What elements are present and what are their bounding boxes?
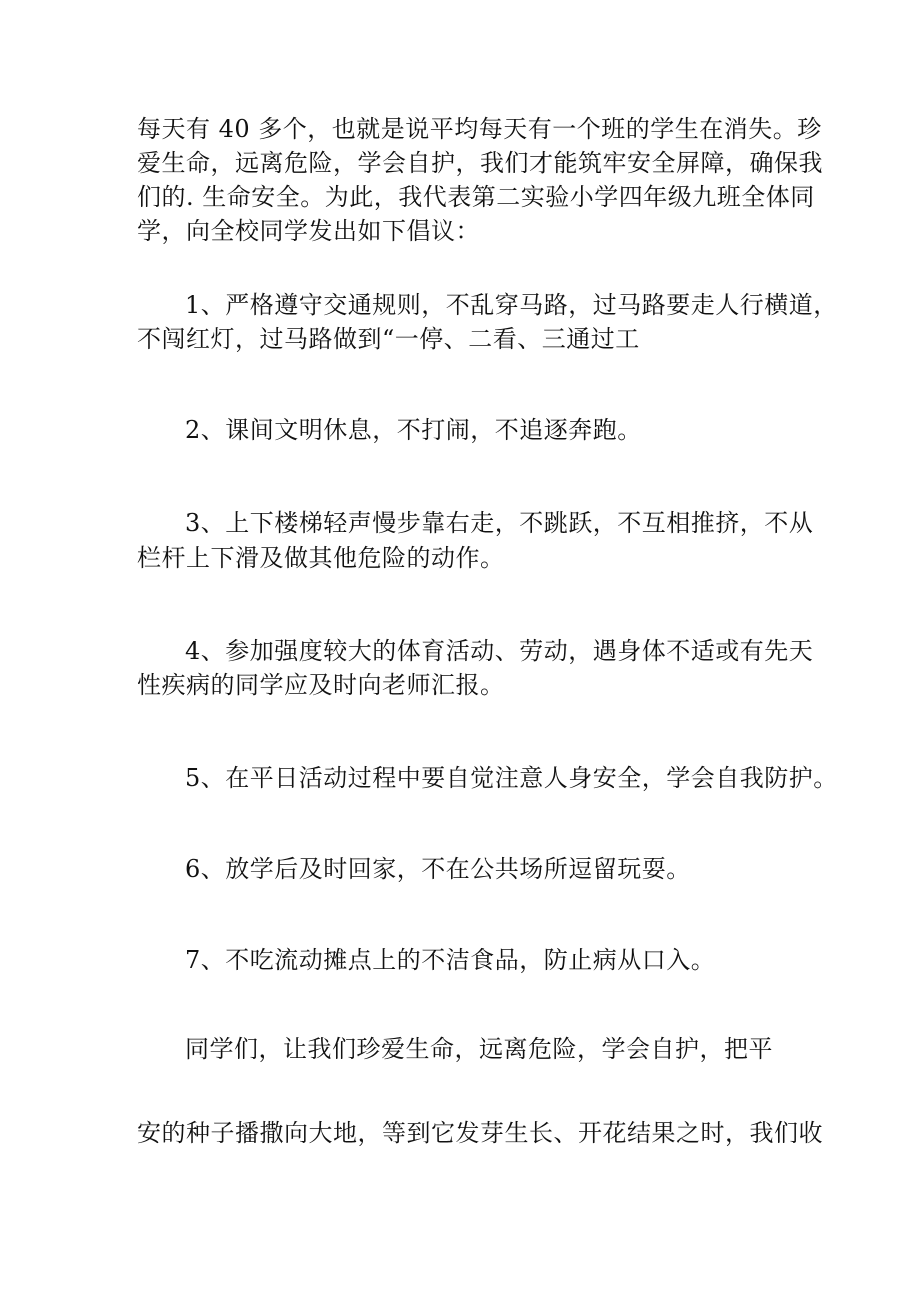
proposal-item-1: 1、严格遵守交通规则，不乱穿马路，过马路要走人行横道， [185,291,838,319]
text-line: 爱生命，远离危险，学会自护，我们才能筑牢安全屏障，确保我 [137,149,823,177]
proposal-item-6: 6、放学后及时回家，不在公共场所逗留玩耍。 [185,855,691,883]
text-line: 学，向全校同学发出如下倡议： [137,217,480,245]
proposal-item-2: 2、课间文明休息，不打闹，不追逐奔跑。 [185,416,642,444]
proposal-item-3: 3、上下楼梯轻声慢步靠右走，不跳跃，不互相推挤，不从 [185,509,814,537]
text-line: 每天有 40 多个，也就是说平均每天有一个班的学生在消失。珍 [137,115,822,143]
text-line: 们的. 生命安全。为此，我代表第二实验小学四年级九班全体同 [137,183,815,211]
proposal-item-3-continued: 栏杆上下滑及做其他危险的动作。 [137,544,505,572]
proposal-item-5: 5、在平日活动过程中要自觉注意人身安全，学会自我防护。 [185,764,838,792]
proposal-item-4-continued: 性疾病的同学应及时向老师汇报。 [137,671,505,699]
proposal-item-7: 7、不吃流动摊点上的不洁食品，防止病从口入。 [185,946,716,974]
proposal-item-4: 4、参加强度较大的体育活动、劳动，遇身体不适或有先天 [185,637,814,665]
closing-paragraph-continued: 安的种子播撒向大地，等到它发芽生长、开花结果之时，我们收 [137,1119,823,1147]
closing-paragraph: 同学们，让我们珍爱生命，远离危险，学会自护，把平 [185,1035,773,1063]
proposal-item-1-continued: 不闯红灯，过马路做到“一停、二看、三通过工 [137,325,640,353]
